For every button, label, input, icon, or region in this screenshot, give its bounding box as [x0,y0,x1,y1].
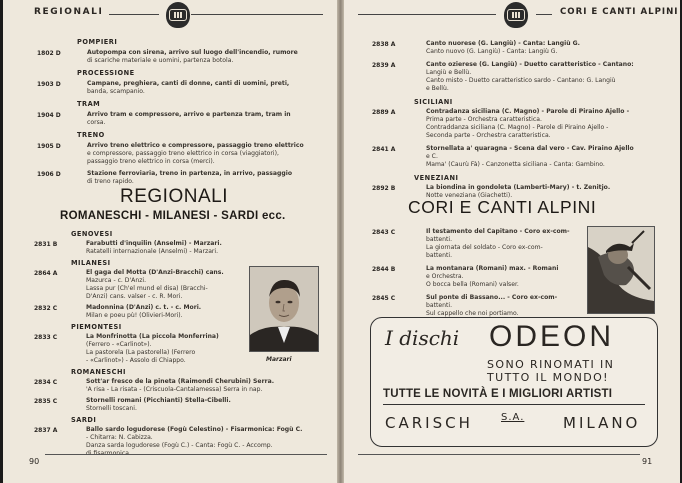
entry-line: Danza sarda logudorese (Fogù C.) - Canta: Fogù C. - Accomp. [86,442,273,449]
section-heading: TRAM [77,100,101,108]
entry-line: corsa. [87,119,106,126]
section-heading: GENOVESI [71,230,113,238]
entry-line: Canto nuorese (G. Langiù) - Canta: Langiù G. [426,40,580,47]
ad-divider [383,404,645,405]
catalog-number: 2864 A [34,270,58,277]
left-header-rule [109,14,159,15]
entry-line: Milan e poeu pù! (Olivieri-Mori). [86,312,183,319]
right-header-rule-2 [536,14,552,15]
section-heading: SICILIANI [414,98,453,106]
entry-line: La biondina in gondoleta (Lamberti-Mary) - t. Zenitjo. [426,184,611,191]
entry-line: D'Anzi) cans. valser - c. R. Mori. [86,293,183,300]
entry-line: - Chitarra: N. Cabizza. [86,434,153,441]
entry-line: Madonnina (D'Anzi) c. t. - c. Mori. [86,304,202,311]
regionali-subheading: ROMANESCHI - MILANESI - SARDI ecc. [60,210,286,222]
left-footer-rule [45,454,327,455]
entry-line: Canto ozierese (G. Langiù) - Duetto caratteristico - Cantano: [426,61,634,68]
left-page [3,0,337,483]
entry-line: Stazione ferroviaria, treno in partenza, in arrivo, passaggio [87,170,293,177]
ad-city: MILANO [563,414,641,432]
entry-line: La giornata del soldato - Coro ex-com- [426,244,543,251]
entry-line: banda, scampanio. [87,88,145,95]
entry-line: Autopompa con sirena, arrivo sul luogo dell'incendio, rumore [87,49,298,56]
entry-line: Langiù e Bellù. [426,69,472,76]
entry-line: El gaga del Motta (D'Anzi-Bracchi) cans. [86,269,224,276]
entry-line: Stornelli toscani. [86,405,137,412]
entry-line: Farabutti d'inquilin (Anselmi) - Marzari. [86,240,222,247]
regionali-heading: REGIONALI [120,186,228,207]
catalog-number: 2833 C [34,334,58,341]
catalog-number: 2838 A [372,41,396,48]
alpini-heading: CORI E CANTI ALPINI [408,197,597,217]
ad-headline: TUTTE LE NOVITÀ E I MIGLIORI ARTISTI [383,388,613,400]
entry-line: Arrivo treno elettrico e compressore, passaggio treno elettrico [87,142,304,149]
book-gutter [337,0,344,483]
entry-line: Seconda parte - Orchestra caratteristica. [426,132,551,139]
alpini-soldier-icon [588,227,654,313]
entry-line: Stornelli romani (Picchianti) Stella-Cibelli. [86,397,231,404]
right-header-rule [358,14,496,15]
ad-tagline-2: TUTTO IL MONDO! [487,371,609,384]
section-heading: ROMANESCHI [71,368,126,376]
entry-line: battenti. [426,252,453,259]
entry-line: - «Carlinot») - Assolo di Chiappo. [86,357,186,364]
catalog-number: 2831 B [34,241,58,248]
catalog-number: 2889 A [372,109,396,116]
right-header-title: CORI E CANTI ALPINI [560,7,679,17]
marzari-photo [249,266,319,352]
entry-line: (Ferrero - «Carlinot»). [86,341,152,348]
catalog-number: 2832 C [34,305,58,312]
section-heading: TRENO [77,131,105,139]
section-heading: POMPIERI [77,38,118,46]
odeon-logo-icon-right [504,2,528,28]
entry-line: Canto nuovo (G. Langiù) - Canta: Langiù G. [426,48,558,55]
catalog-number: 1906 D [37,171,61,178]
left-header-title: REGIONALI [34,7,104,17]
catalog-number: 1903 D [37,81,61,88]
catalog-number: 2837 A [34,427,58,434]
catalog-number: 1904 D [37,112,61,119]
entry-line: Notte veneziana (Giachetti). [426,192,513,199]
section-heading: PIEMONTESI [71,323,122,331]
catalog-number: 2841 A [372,146,396,153]
ad-brand: ODEON [489,320,615,353]
catalog-number: 2843 C [372,229,396,236]
entry-line: Prima parte - Orchestra caratteristica. [426,116,542,123]
entry-line: battenti. [426,236,453,243]
entry-line: e compressore, passaggio treno elettrico in corsa (viaggiatori), [87,150,279,157]
entry-line: Sul ponte di Bassano... - Coro ex-com- [426,294,558,301]
entry-line: Il testamento del Capitano - Coro ex-com- [426,228,570,235]
alpini-photo [587,226,655,314]
section-heading: MILANESI [71,259,111,267]
ad-tagline-1: SONO RINOMATI IN [487,358,615,371]
section-heading: SARDI [71,416,97,424]
catalog-number: 2834 C [34,379,58,386]
entry-line: Contraddanza siciliana (C. Magno) - Parole di Piraino Ajello - [426,124,609,131]
catalog-number: 2839 A [372,62,396,69]
photo-caption: Marzari [266,356,292,363]
entry-line: di scariche materiale e uomini, partenza botola. [87,57,234,64]
entry-line: Mazurca - c. D'Anzi. [86,277,147,284]
entry-line: Ratatelli internazionale (Anselmi) - Marzari. [86,248,219,255]
entry-line: passaggio treno elettrico in corsa (merci). [87,158,215,165]
odeon-advertisement [370,317,658,447]
ad-company-suffix: S.A. [501,412,525,423]
ad-script-text: I dischi [385,326,460,350]
entry-line: Canto misto - Duetto caratteristico sardo - Cantano: G. Langiù [426,77,616,84]
marzari-portrait-icon [250,267,318,351]
entry-line: di treno rapido. [87,178,134,185]
entry-line: Sott'ar fresco de la pineta (Raimondi Cherubini) Serra. [86,378,275,385]
catalog-number: 2845 C [372,295,396,302]
left-header-rule-2 [191,14,323,15]
right-page-number: 91 [642,457,653,466]
entry-line: 'A risa - La risata - (Criscuola-Cantalamessa) Serra in nap. [86,386,263,393]
entry-line: O bocca bella (Romani) valser. [426,281,519,288]
catalog-number: 1802 D [37,50,61,57]
section-heading: VENEZIANI [414,174,459,182]
entry-line: Lassa pur (Ch'el mund el disa) (Bracchi- [86,285,208,292]
entry-line: e Orchestra. [426,273,464,280]
entry-line: e C. [426,153,438,160]
entry-line: Mama' (Caurù Fà) - Canzonetta siciliana - Canta: Gambino. [426,161,605,168]
left-page-number: 90 [29,457,40,466]
catalog-number: 1905 D [37,143,61,150]
entry-line: Contradanza siciliana (C. Magno) - Parole di Piraino Ajello - [426,108,630,115]
entry-line: La Monfrinotta (La piccola Monferrina) [86,333,219,340]
entry-line: Campane, preghiera, canti di donne, canti di uomini, preti, [87,80,290,87]
catalog-number: 2892 B [372,185,396,192]
entry-line: Arrivo tram e compressore, arrivo e partenza tram, tram in [87,111,291,118]
section-heading: PROCESSIONE [77,69,135,77]
catalog-number: 2844 B [372,266,396,273]
entry-line: La montanara (Romani) max. - Romani [426,265,559,272]
entry-line: e Bellù. [426,85,449,92]
ad-company: CARISCH [385,414,473,432]
entry-line: La pastorela (La pastorella) (Ferrero [86,349,196,356]
odeon-logo-icon [166,2,190,28]
entry-line: Ballo sardo logudorese (Fogù Celestino) - Fisarmonica: Fogù C. [86,426,303,433]
right-footer-rule [358,454,640,455]
entry-line: Stornellata a' quaragna - Scena dal vero - Cav. Piraino Ajello [426,145,634,152]
entry-line: battenti. [426,302,453,309]
catalog-number: 2835 C [34,398,58,405]
entry-line: Sul cappello che noi portiamo. [426,310,519,317]
